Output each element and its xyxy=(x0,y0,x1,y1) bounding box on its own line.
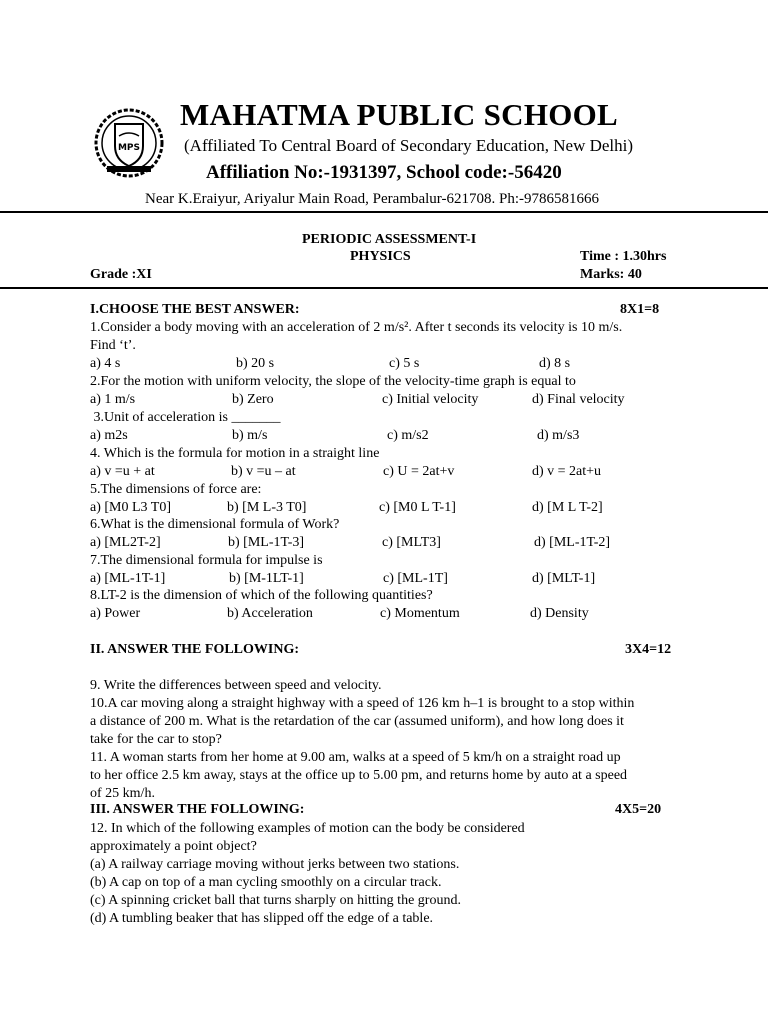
option-a: a) Power xyxy=(90,606,141,621)
question-6 xyxy=(90,516,690,534)
question-9 xyxy=(90,677,690,695)
question-4 xyxy=(90,445,690,463)
header-divider xyxy=(0,211,768,213)
option-a: a) [M0 L3 T0] xyxy=(90,500,171,515)
question-5-options xyxy=(90,499,690,517)
question-line: 10.A car moving along a straight highway with a speed of 126 km h–1 is brought to a stop within xyxy=(90,696,635,711)
question-text: 6.What is the dimensional formula of Work? xyxy=(90,517,340,532)
question-6-options xyxy=(90,534,690,552)
section-3-marks: 4X5=20 xyxy=(615,802,662,817)
question-option-b: (b) A cap on top of a man cycling smoothly on a circular track. xyxy=(90,875,442,890)
option-d: d) [MLT-1] xyxy=(532,571,596,586)
question-line: take for the car to stop? xyxy=(90,732,222,747)
section-2-marks: 3X4=12 xyxy=(625,642,672,657)
option-a: a) m2s xyxy=(90,428,128,443)
question-line: 12. In which of the following examples of motion can the body be considered xyxy=(90,821,525,836)
option-b: b) m/s xyxy=(232,428,268,443)
option-c: c) U = 2at+v xyxy=(383,464,455,479)
option-d: d) m/s3 xyxy=(537,428,580,443)
question-option-a: (a) A railway carriage moving without jerks between two stations. xyxy=(90,857,460,872)
school-crest-icon xyxy=(93,106,165,180)
crest-text: MPS xyxy=(117,143,141,153)
question-text: 3.Unit of acceleration is _______ xyxy=(90,410,281,425)
exam-marks: Marks: 40 xyxy=(580,267,642,282)
option-c: c) 5 s xyxy=(389,356,420,371)
option-b: b) 20 s xyxy=(236,356,275,371)
section-3-heading: III. ANSWER THE FOLLOWING: xyxy=(90,802,305,817)
option-a: a) 1 m/s xyxy=(90,392,136,407)
section-2-heading: II. ANSWER THE FOLLOWING: xyxy=(90,642,300,657)
question-10 xyxy=(90,695,690,749)
question-line: to her office 2.5 km away, stays at the office up to 5.00 pm, and returns home by auto at a speed xyxy=(90,768,628,783)
option-d: d) 8 s xyxy=(539,356,571,371)
option-a: a) 4 s xyxy=(90,356,121,371)
question-text: 5.The dimensions of force are: xyxy=(90,482,262,497)
section-1-marks: 8X1=8 xyxy=(620,302,660,317)
question-line: of 25 km/h. xyxy=(90,786,155,801)
question-2-options xyxy=(90,391,690,409)
question-text: 9. Write the differences between speed and velocity. xyxy=(90,678,382,693)
exam-subject: PHYSICS xyxy=(350,249,411,264)
exam-title: PERIODIC ASSESSMENT-I xyxy=(302,232,477,247)
question-line: a distance of 200 m. What is the retardation of the car (assumed uniform), and how long does it xyxy=(90,714,624,729)
option-c: c) [ML-1T] xyxy=(383,571,448,586)
question-text: 2.For the motion with uniform velocity, the slope of the velocity-time graph is equal to xyxy=(90,374,576,389)
school-address: Near K.Eraiyur, Ariyalur Main Road, Perambalur-621708. Ph:-9786581666 xyxy=(145,191,600,207)
exam-grade: Grade :XI xyxy=(90,267,152,282)
question-7-options xyxy=(90,570,690,588)
section-1-heading: I.CHOOSE THE BEST ANSWER: xyxy=(90,302,300,317)
option-b: b) [M L-3 T0] xyxy=(227,500,307,515)
option-d: d) [ML-1T-2] xyxy=(534,535,611,550)
option-b: b) Zero xyxy=(232,392,274,407)
question-8 xyxy=(90,587,690,605)
option-c: c) m/s2 xyxy=(387,428,429,443)
question-text-continued: Find ‘t’. xyxy=(90,338,136,353)
question-text: 8.LT-2 is the dimension of which of the following quantities? xyxy=(90,588,433,603)
option-d: d) v = 2at+u xyxy=(532,464,602,479)
question-2 xyxy=(90,373,690,391)
option-d: d) Final velocity xyxy=(532,392,625,407)
question-1 xyxy=(90,319,690,355)
question-5 xyxy=(90,481,690,499)
school-name: MAHATMA PUBLIC SCHOOL xyxy=(180,97,619,132)
meta-divider xyxy=(0,287,768,289)
question-line: 11. A woman starts from her home at 9.00 am, walks at a speed of 5 km/h on a straight road up xyxy=(90,750,621,765)
option-b: b) Acceleration xyxy=(227,606,313,621)
option-a: a) [ML2T-2] xyxy=(90,535,161,550)
question-option-c: (c) A spinning cricket ball that turns sharply on hitting the ground. xyxy=(90,893,461,908)
question-3 xyxy=(90,409,690,427)
option-a: a) [ML-1T-1] xyxy=(90,571,166,586)
option-b: b) [M-1LT-1] xyxy=(229,571,304,586)
question-text: 4. Which is the formula for motion in a straight line xyxy=(90,446,380,461)
question-line: approximately a point object? xyxy=(90,839,257,854)
question-text: 7.The dimensional formula for impulse is xyxy=(90,553,323,568)
exam-time: Time : 1.30hrs xyxy=(580,249,667,264)
question-text: 1.Consider a body moving with an acceleration of 2 m/s². After t seconds its velocity is 10 m/s. xyxy=(90,320,623,335)
option-c: c) Initial velocity xyxy=(382,392,479,407)
option-d: d) [M L T-2] xyxy=(532,500,603,515)
option-c: c) [MLT3] xyxy=(382,535,441,550)
option-d: d) Density xyxy=(530,606,589,621)
question-1-options xyxy=(90,355,690,373)
question-11 xyxy=(90,749,690,803)
affiliation-board: (Affiliated To Central Board of Secondary Education, New Delhi) xyxy=(184,136,634,155)
question-option-d: (d) A tumbling beaker that has slipped off the edge of a table. xyxy=(90,911,434,926)
question-12 xyxy=(90,820,690,928)
option-b: b) v =u – at xyxy=(231,464,296,479)
option-a: a) v =u + at xyxy=(90,464,155,479)
option-c: c) [M0 L T-1] xyxy=(379,500,456,515)
question-4-options xyxy=(90,463,690,481)
option-c: c) Momentum xyxy=(380,606,460,621)
question-8-options xyxy=(90,605,690,623)
question-7 xyxy=(90,552,690,570)
question-3-options xyxy=(90,427,690,445)
option-b: b) [ML-1T-3] xyxy=(228,535,305,550)
affiliation-number: Affiliation No:-1931397, School code:-56420 xyxy=(206,162,562,183)
